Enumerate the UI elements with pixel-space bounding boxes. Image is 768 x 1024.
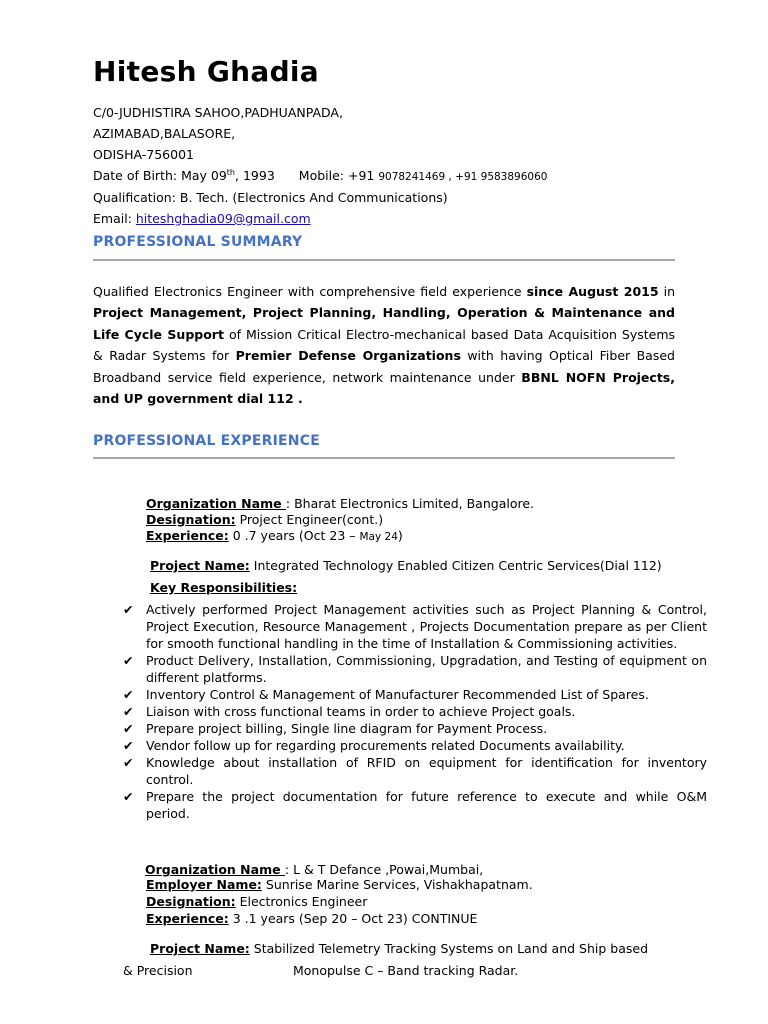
check-icon: ✔ [123,721,134,736]
list-item-text: Actively performed Project Management activities such as Project Planning & Control, Project Execution, Resource Management , Projects Documentation prepare as per Client for smooth functional handling in the time of Installation & Commissioning activities. [146,602,707,651]
check-icon: ✔ [123,789,134,804]
summary-paragraph [93,281,675,409]
job2-project-continuation-1: & Precision [123,963,193,978]
summary-text: Qualified Electronics Engineer with comprehensive field experience [93,284,527,299]
list-item [123,703,707,720]
list-item-text: Knowledge about installation of RFID on equipment for identification for inventory control. [146,755,707,787]
check-icon: ✔ [123,687,134,702]
experience-label: Experience: [146,528,229,543]
responsibility-list [123,601,707,822]
section-divider [93,259,675,261]
dob-mobile-line [93,168,547,183]
experience-value: 3 .1 years (Sep 20 – Oct 23) CONTINUE [228,911,478,926]
summary-heading: PROFESSIONAL SUMMARY [93,234,303,250]
list-item [123,754,707,788]
summary-bold: Project Management, Project Planning, Handling, Operation & Maintenance and Life Cycle Support [93,305,675,342]
check-icon: ✔ [123,704,134,719]
list-item [123,601,707,652]
designation-label: Designation: [146,512,236,527]
summary-text: with having Optical Fiber Based Broadband service field experience, network maintenance under [93,348,675,385]
list-item [123,720,707,737]
summary-text: in [658,284,676,299]
list-item [123,788,707,822]
email-line [93,211,311,226]
experience-heading: PROFESSIONAL EXPERIENCE [93,433,320,449]
candidate-name: Hitesh Ghadia [93,55,319,88]
summary-bold: since August 2015 [526,284,659,299]
key-responsibilities-label [150,580,297,595]
list-item-text: Prepare the project documentation for future reference to execute and while O&M period. [146,789,707,821]
org-label: Organization Name [145,862,285,877]
experience-close: ) [397,528,403,543]
email-link[interactable]: hiteshghadia09@gmail.com [135,211,311,226]
list-item-text: Product Delivery, Installation, Commissioning, Upgradation, and Testing of equipment on different platforms. [146,653,707,685]
designation-value: Electronics Engineer [235,894,368,909]
list-item-text: Inventory Control & Management of Manufacturer Recommended List of Spares. [146,687,649,702]
project-label: Project Name: [150,941,250,956]
list-item [123,686,707,703]
dob-label: Date of Birth: May 09 [93,168,227,183]
experience-end-date: May 24 [359,531,398,543]
address-line-2: AZIMABAD,BALASORE, [93,126,236,141]
email-label: Email: [93,211,136,226]
job1-organization [146,496,534,511]
summary-bold: Premier Defense Organizations [235,348,461,364]
job2-employer [146,877,533,892]
designation-label: Designation: [146,894,236,909]
job1-experience [146,528,403,543]
org-label: Organization Name [146,496,286,511]
check-icon: ✔ [123,738,134,753]
experience-value: 0 .7 years (Oct 23 – [228,528,360,543]
employer-value: Sunrise Marine Services, Vishakhapatnam. [261,877,533,892]
summary-bold: BBNL NOFN Projects, and UP government dial 112 . [93,369,675,407]
list-item-text: Prepare project billing, Single line diagram for Payment Process. [146,721,548,736]
list-item [123,737,707,754]
address-line-1: C/0-JUDHISTIRA SAHOO,PADHUANPADA, [93,105,343,120]
employer-label: Employer Name: [146,877,262,892]
dob-suffix: th [226,167,236,177]
org-value: : Bharat Electronics Limited, Bangalore. [285,496,534,511]
mobile-label: Mobile: +91 [298,168,379,183]
check-icon: ✔ [123,755,134,770]
summary-text: of Mission Critical Electro-mechanical based Data Acquisition Systems & Radar Systems for [93,326,676,364]
responsibilities-label: Key Responsibilities: [150,580,298,595]
project-label: Project Name: [150,558,250,573]
address-line-3: ODISHA-756001 [93,147,194,162]
job2-organization [145,862,483,877]
project-value: Integrated Technology Enabled Citizen Centric Services(Dial 112) [249,558,662,573]
job2-designation [146,894,367,909]
job2-project [150,941,648,956]
check-icon: ✔ [123,602,134,617]
list-item-text: Liaison with cross functional teams in order to achieve Project goals. [146,704,576,719]
designation-value: Project Engineer(cont.) [235,512,384,527]
job1-designation [146,512,383,527]
list-item-text: Vendor follow up for regarding procurements related Documents availability. [146,738,625,753]
check-icon: ✔ [123,653,134,668]
mobile-numbers: 9078241469 , +91 9583896060 [378,171,548,183]
job2-project-continuation-2: Monopulse C – Band tracking Radar. [293,963,519,978]
job1-project [150,558,662,573]
experience-label: Experience: [146,911,229,926]
dob-year: , 1993 [235,168,275,183]
org-value: : L & T Defance ,Powai,Mumbai, [284,862,484,877]
section-divider [93,457,675,459]
qualification: Qualification: B. Tech. (Electronics And Communications) [93,190,448,205]
job2-experience [146,911,477,926]
project-value: Stabilized Telemetry Tracking Systems on Land and Ship based [249,941,649,956]
list-item [123,652,707,686]
